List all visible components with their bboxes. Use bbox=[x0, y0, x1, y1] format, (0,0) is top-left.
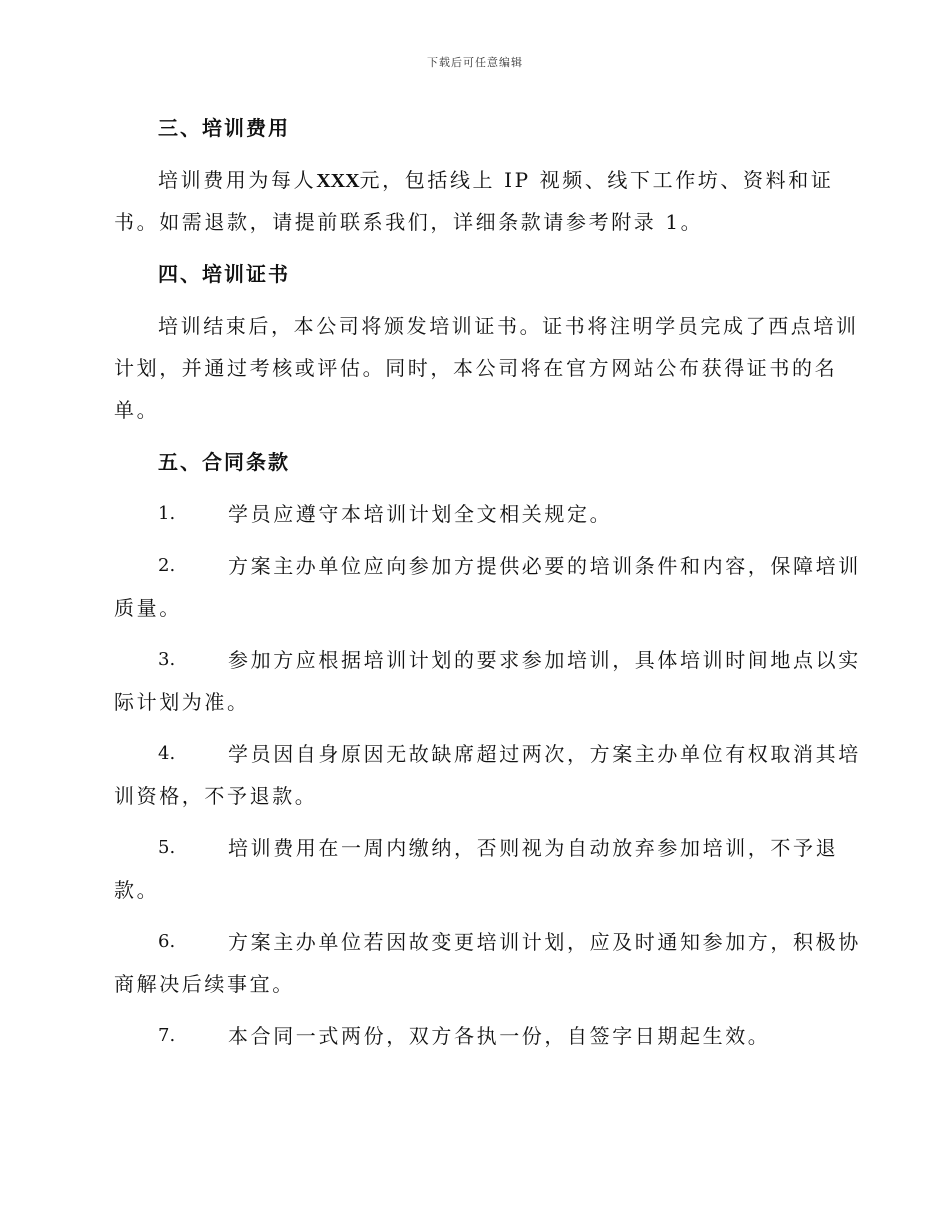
clause-line-1: 学员因自身原因无故缺席超过两次，方案主办单位有权取消其培 bbox=[228, 742, 861, 766]
clause-line-1: 方案主办单位若因故变更培训计划，应及时通知参加方，积极协 bbox=[228, 930, 861, 954]
section-4-line-3: 单。 bbox=[114, 398, 160, 422]
section-4-heading: 四、培训证书 bbox=[158, 262, 290, 286]
clause-line-2: 款。 bbox=[114, 878, 160, 902]
clause-number: 6. bbox=[158, 931, 176, 952]
section-3-heading: 三、培训费用 bbox=[158, 116, 290, 140]
clause-line-2: 训资格，不予退款。 bbox=[114, 784, 318, 808]
header-note: 下载后可任意编辑 bbox=[427, 56, 523, 69]
clause-line-2: 商解决后续事宜。 bbox=[114, 972, 295, 996]
clause-line-1: 方案主办单位应向参加方提供必要的培训条件和内容，保障培训 bbox=[228, 554, 861, 578]
clause-number: 5. bbox=[158, 837, 176, 858]
clause-number: 7. bbox=[158, 1025, 176, 1046]
clause-number: 4. bbox=[158, 743, 176, 764]
section-5-heading: 五、合同条款 bbox=[158, 450, 290, 474]
clause-number: 3. bbox=[158, 649, 176, 670]
clause-number: 2. bbox=[158, 555, 176, 576]
section-4-line-2: 计划，并通过考核或评估。同时，本公司将在官方网站公布获得证书的名 bbox=[114, 356, 838, 380]
fee-text-after: 元，包括线上 IP 视频、线下工作坊、资料和证 bbox=[359, 168, 834, 192]
clause-line-2: 质量。 bbox=[114, 596, 182, 620]
clause-line-1: 培训费用在一周内缴纳，否则视为自动放弃参加培训，不予退 bbox=[228, 836, 839, 860]
clause-line-1: 学员应遵守本培训计划全文相关规定。 bbox=[228, 502, 613, 526]
section-3-paragraph-line-2: 书。如需退款，请提前联系我们，详细条款请参考附录 1。 bbox=[114, 210, 704, 234]
fee-amount-placeholder: XXX bbox=[316, 170, 360, 192]
clause-line-2: 际计划为准。 bbox=[114, 690, 250, 714]
clause-number: 1. bbox=[158, 503, 176, 524]
clause-line-1: 参加方应根据培训计划的要求参加培训，具体培训时间地点以实 bbox=[228, 648, 861, 672]
clause-line-1: 本合同一式两份，双方各执一份，自签字日期起生效。 bbox=[228, 1024, 771, 1048]
fee-text-before: 培训费用为每人 bbox=[158, 168, 317, 192]
section-3-paragraph-line-1 bbox=[158, 166, 878, 195]
section-4-line-1: 培训结束后，本公司将颁发培训证书。证书将注明学员完成了西点培训 bbox=[158, 314, 859, 338]
